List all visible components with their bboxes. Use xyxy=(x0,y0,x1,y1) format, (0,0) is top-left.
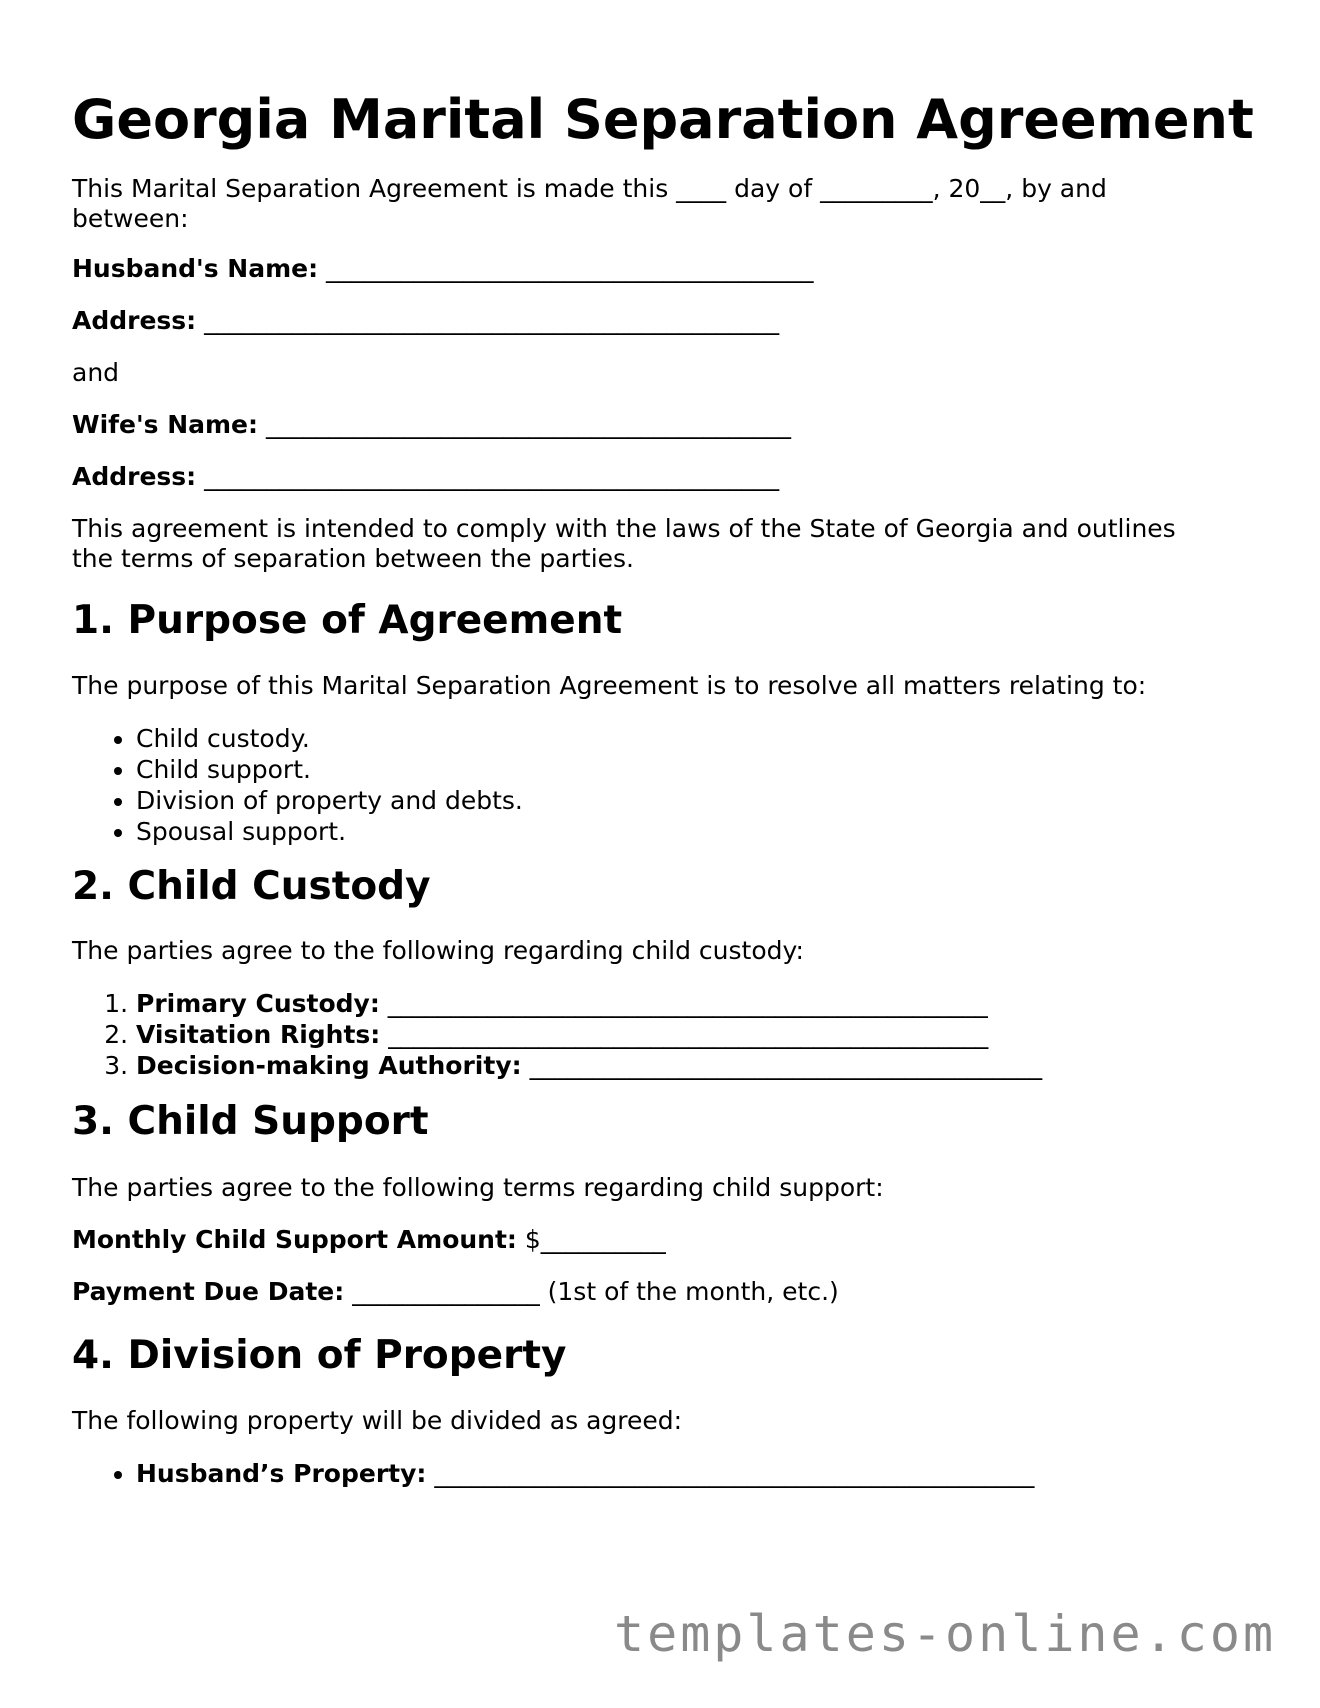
list-item: • Child custody. xyxy=(136,723,523,754)
property-text: The following property will be divided as agreed: xyxy=(72,1406,683,1435)
compliance-paragraph: This agreement is intended to comply with the laws of the State of Georgia and outlines the terms of separation between the parties. xyxy=(72,514,1176,573)
list-item xyxy=(136,1050,1042,1081)
section-heading-child-custody: 2. Child Custody xyxy=(72,864,431,909)
section-heading-child-support: 3. Child Support xyxy=(72,1099,429,1144)
list-item xyxy=(136,988,1042,1019)
husband-address-label: Address: xyxy=(72,306,197,335)
list-item xyxy=(136,1019,1042,1050)
support-text: The parties agree to the following terms regarding child support: xyxy=(72,1173,884,1202)
wife-name-field xyxy=(72,410,791,440)
list-item: • Division of property and debts. xyxy=(136,785,523,816)
husband-address-field xyxy=(72,306,779,336)
support-amount-label: Monthly Child Support Amount: xyxy=(72,1225,517,1254)
husband-name-label: Husband's Name: xyxy=(72,254,319,283)
property-list xyxy=(72,1458,1034,1489)
wife-name-label: Wife's Name: xyxy=(72,410,259,439)
intro-paragraph: This Marital Separation Agreement is made this ____ day of _________, 20__, by and between: xyxy=(72,174,1107,233)
visitation-rights-blank[interactable]: ________________________________________________ xyxy=(388,1020,989,1049)
support-amount-blank[interactable]: $__________ xyxy=(524,1225,666,1254)
wife-address-label: Address: xyxy=(72,462,197,491)
husband-property-blank[interactable]: ________________________________________________ xyxy=(434,1459,1035,1488)
purpose-list xyxy=(72,723,523,847)
husband-property-label: Husband’s Property: xyxy=(136,1459,427,1488)
primary-custody-blank[interactable]: ________________________________________________ xyxy=(387,989,988,1018)
visitation-rights-label: Visitation Rights: xyxy=(136,1020,381,1049)
payment-due-field xyxy=(72,1277,839,1307)
wife-name-blank[interactable]: __________________________________________ xyxy=(265,410,791,439)
and-text: and xyxy=(72,358,120,387)
wife-address-blank[interactable]: ______________________________________________ xyxy=(204,462,780,491)
support-amount-field xyxy=(72,1225,666,1255)
wife-address-field xyxy=(72,462,779,492)
list-item: • Child support. xyxy=(136,754,523,785)
custody-text: The parties agree to the following regarding child custody: xyxy=(72,936,804,965)
list-item: • Spousal support. xyxy=(136,816,523,847)
payment-due-blank[interactable]: _______________ (1st of the month, etc.) xyxy=(352,1277,839,1306)
custody-list xyxy=(72,988,1042,1081)
husband-name-field xyxy=(72,254,814,284)
decision-making-label: Decision-making Authority: xyxy=(136,1051,522,1080)
decision-making-blank[interactable]: _________________________________________ xyxy=(529,1051,1043,1080)
payment-due-label: Payment Due Date: xyxy=(72,1277,345,1306)
husband-address-blank[interactable]: ______________________________________________ xyxy=(204,306,780,335)
section-heading-division-property: 4. Division of Property xyxy=(72,1333,567,1378)
purpose-text: The purpose of this Marital Separation Agreement is to resolve all matters relating to: xyxy=(72,671,1147,700)
document-title: Georgia Marital Separation Agreement xyxy=(72,88,1254,151)
watermark-text: templates-online.com xyxy=(614,1605,1277,1663)
primary-custody-label: Primary Custody: xyxy=(136,989,380,1018)
list-item xyxy=(136,1458,1034,1489)
section-heading-purpose: 1. Purpose of Agreement xyxy=(72,598,623,643)
husband-name-blank[interactable]: _______________________________________ xyxy=(326,254,814,283)
